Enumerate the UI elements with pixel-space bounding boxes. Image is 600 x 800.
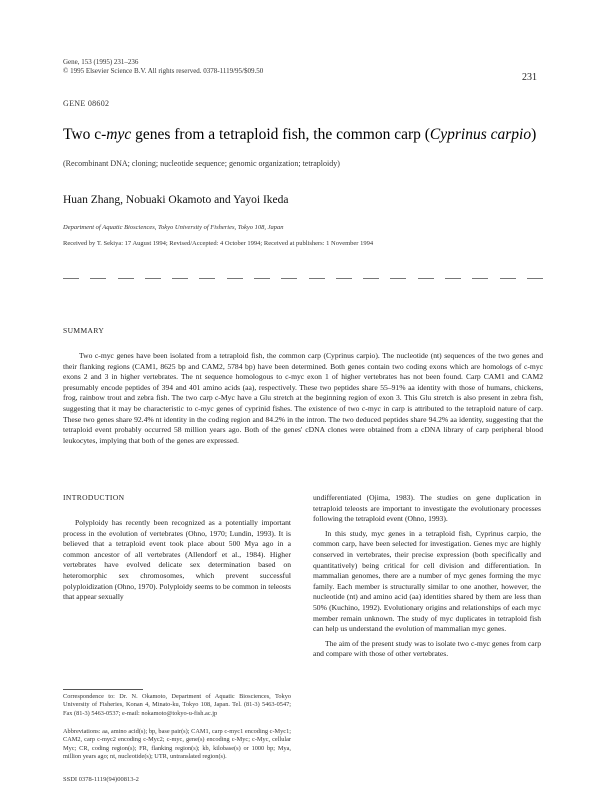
received-dates: Received by T. Sekiya: 17 August 1994; Revised/Accepted: 4 October 1994; Received at publishers: 1 November 1994 [63,240,374,247]
summary-heading: SUMMARY [63,326,105,335]
affiliation: Department of Aquatic Biosciences, Tokyo University of Fisheries, Tokyo 108, Japan [63,224,284,231]
title-part-3: ) [531,126,537,143]
journal-citation [63,58,263,76]
intro-column-1: Polyploidy has recently been recognized as a potentially important process in the evolution of vertebrates (Ohno, 1970; Lundin, 1993). It is believed that a tetraploid event took place about 500 Mya ago in a common ancestor of all vertebrates (Allendorf et al., 1984). Higher vertebrates have evolved delicate sex determination based on heteromorphic sex chromosomes, which prevent successful polyploidization (Ohno, 1970). Polyploidy seems to be common in teleosts that appear sexually [63,518,292,602]
abbreviations-footnote: Abbreviations: aa, amino acid(s); bp, base pair(s); CAM1, carp c-myc1 encoding c-Myc1; CAM2, carp c-myc2 encoding c-Myc2; c-myc, gene(s) encoding c-Myc; c-Myc, cellular Myc; CR, coding region(s); FR, flanking region(s); kb, kilobase(s) or 1000 bp; Mya, million years ago; nt, nucleotide(s); UTR, untranslated region(s). [63,728,291,761]
introduction-heading: INTRODUCTION [63,493,125,502]
title-part-2: genes from a tetraploid fish, the common carp ( [131,126,430,143]
paper-title [63,126,563,144]
keywords: (Recombinant DNA; cloning; nucleotide sequence; genomic organization; tetraploidy) [63,159,340,168]
intro-column-2 [313,493,541,664]
ssdi-code: SSDI 0378-1119(94)00813-2 [63,776,139,783]
intro-col2-paragraph-2: In this study, myc genes in a tetraploid fish, Cyprinus carpio, the common carp, have been selected for investigation. Genes myc are highly conserved in vertebrates, their precise expression (both specifically and quantitatively) being critical for cell division and differentiation. In mammalian genomes, there are a number of myc genes forming the myc family. Each member is structurally similar to one another, however, the nucleotide (nt) and amino acid (aa) identities shared by them are less than 50% (Kuchino, 1992). Evolutionary origins and relationships of each myc member remain unknown. The study of myc duplicates in tetraploid fish can help us understand the evolution of mammalian myc genes. [313,528,541,634]
intro-col2-paragraph-3: The aim of the present study was to isolate two c-myc genes from carp and compare with those of other vertebrates. [313,638,541,659]
summary-text: Two c-myc genes have been isolated from a tetraploid fish, the common carp (Cyprinus carpio). The nucleotide (nt) sequences of the two genes and their flanking regions (CAM1, 8625 bp and CAM2, 5784 bp) have been determined. Both genes contain two coding exons which are homologs of c-myc exons 2 and 3 in higher vertebrates. The nt sequence homologous to c-myc exon 1 of higher vertebrates has not been found. Carp CAM1 and CAM2 presumably encode peptides of 394 and 401 amino acids (aa), respectively. These two peptides share 55–91% aa identity with those of humans, chickens, frog, rainbow trout and zebra fish. The two carp c-Myc have a Glu stretch at the beginning region of exon 3. This Glu stretch is also present in zebra fish, suggesting that it may be characteristic to c-myc genes of cyprinid fishes. The existence of two c-myc in carp is attributed to the tetraploid nature of carp. These two genes share 92.4% nt identity in the coding region and 84.2% in the intron. The two deduced peptides share 94.2% aa identity, suggesting that the tetraploid event probably occurred 58 million years ago. Both of the genes' cDNA clones were obtained from a cDNA library of carp peripheral blood leukocytes, implying that both of the genes are expressed. [63,351,543,445]
title-italic-2: Cyprinus carpio [429,126,532,143]
footnote-rule [63,689,143,690]
authors: Huan Zhang, Nobuaki Okamoto and Yayoi Ikeda [63,194,289,206]
journal-line-2: © 1995 Elsevier Science B.V. All rights reserved. 0378-1119/95/$09.50 [63,67,264,75]
title-italic-1: myc [106,126,132,143]
journal-line-1: Gene, 153 (1995) 231–236 [63,58,139,66]
article-code: GENE 08602 [63,99,110,108]
correspondence-footnote: Correspondence to: Dr. N. Okamoto, Department of Aquatic Biosciences, Tokyo University of Fisheries, Konan 4, Minato-ku, Tokyo 108, Japan. Tel. (81-3) 5463-0547; Fax (81-3) 5463-0537; e-mail: nokamoto@tokyo-u-fish.ac.jp [63,693,291,717]
page-number: 231 [522,72,537,83]
separator-rule [63,278,543,284]
intro-col2-paragraph-1: undifferentiated (Ojima, 1983). The studies on gene duplication in tetraploid teleosts are important to investigate the evolutionary processes following the tetraploid event (Ohno, 1993). [313,493,541,524]
title-part-1: Two c- [63,126,107,143]
